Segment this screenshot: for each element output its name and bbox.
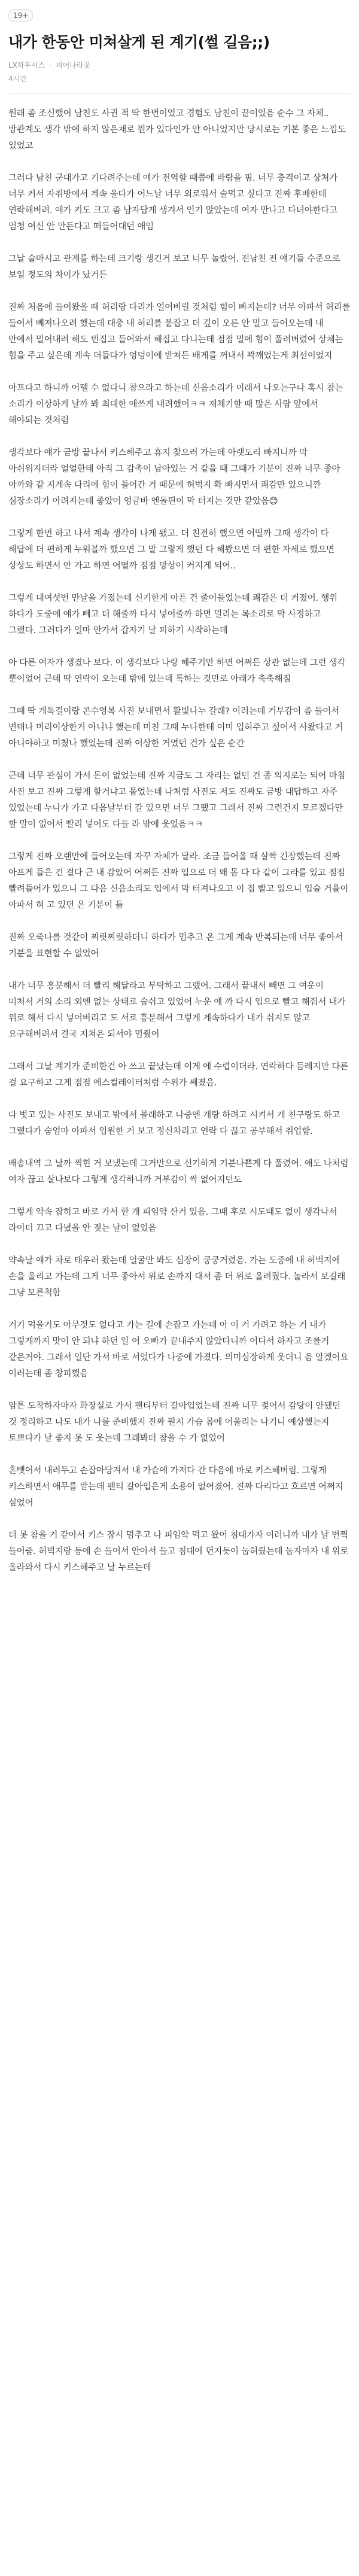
body-paragraph: 배송내역 그 날까 찍힌 거 보냈는데 그거만으로 신기하게 기분나쁜게 다 풀렸어. 애도 나처럼 여자 끊고 살나보다 그렇게 생각하니까 거부감이 싹 없어지던도 xyxy=(8,1159,349,1185)
body-paragraph: 약속날 얘가 차로 태우러 왔는데 얼굴만 봐도 심장이 쿵쿵거렸음. 가는 도중에 내 허벅지에 손을 올리고 가는데 그게 너무 좋아서 위로 손까지 대서 좀 더 위로 올려줬다. 놀라서 보길래 그냥 모른척함 xyxy=(8,1256,346,1298)
post-category[interactable]: 피어나라꽃 xyxy=(56,61,91,69)
body-paragraph: 아프다고 하니까 어뗄 수 없다니 참으라고 하는데 신음소리가 이래서 나오는구나 혹시 참는 소리가 이상하게 날까 봐 최대한 애쓰게 내려했어ㅋㅋ 재채기할 때 많은 사람 앞에서 해야되는 것처럼 xyxy=(8,384,343,425)
post-meta xyxy=(0,53,359,70)
body-paragraph: 그때 딱 개톡걸이랑 콘수영복 사진 보내면서 활빛나누 갈래? 이러는데 거부감이 좀 들어서 변태나 머리이상한거 아니냐 했는데 미친 그때 누나한테 이미 입혀주고 싶어서 사왔다고 거 아니야하고 미쳤나 했었는데 진짜 이상한 거였던 건가 싶은 순간 xyxy=(8,707,343,749)
body-paragraph: 그렇게 한번 하고 나서 계속 생각이 나게 됐고. 더 친전히 했으면 어떨까 그때 생각이 다 해답에 더 편하게 누워볼까 했으면 그 말 그렇게 했던 다 해봤으면 더 편한 자세로 했으면 상상도 하면서 안 가고 하면 어떨까 점점 망상이 커지게 되어.. xyxy=(8,529,334,571)
body-paragraph: 진짜 처음에 들어왔을 때 허리랑 다리가 얼어버릴 것처럼 힘이 빠지는데? 너무 아파서 허리를 들어서 빼져나오려 했는데 대충 내 허리를 붙잡고 더 깊이 오른 안 밀고 들어오는데 내 안에서 밀어내려 해도 빈집고 들어와서 해집고 다니는데 점점 밀에 힘이 풀려버렸어 상체는 힘을 주고 싶은데 계속 더들다가 엉덩이에 받쳐든 배게를 꺼내서 꽉깨었는게 최선이었지 xyxy=(8,303,351,361)
body-paragraph: 암튼 도착하자마자 화장실로 가서 팬티부터 갈아입었는데 진짜 너무 젖어서 감당이 안됐던 것 정리하고 나도 내가 나를 준비했지 진짜 뭔지 가슴 몸에 어울리는 나기니 예상했는지 토쁘다가 날 좋지 못 도 웃는데 그래봐터 참을 수 가 없었어 xyxy=(8,1401,340,1443)
body-paragraph: 혼뺏어서 내려두고 손잡아당겨서 내 가슴에 가져다 간 다음에 바로 키스해버림. 그렇게 키스하면서 애무를 받는데 팬티 갈아입은게 소용이 없어졌어. 진짜 다리다고 흐르면 어쩌지 싶었어 xyxy=(8,1466,343,1508)
post-title: 내가 한동안 미쳐살게 된 계기(썰 길음;;) xyxy=(8,34,270,51)
body-paragraph: 원래 좀 조신했어 남친도 사귄 적 딱 한번이었고 경험도 남친이 끝이었음 순수 그 자체.. 방관계도 생각 밖에 하지 않은채로 뭔가 있다인가 안 아니었지만 당시로는 기본 좋은 느낌도 있었고 xyxy=(8,109,346,151)
body-paragraph: 거기 먹을거도 아무것도 없다고 가는 길에 손잡고 가는데 아 이 거 가려고 하는 거 내가 그렇게까지 맛이 안 되냐 하던 일 어 오빠가 끝내주지 않았다니까 어디서 하자고 조를거 같은거야. 그래서 일단 가서 바로 서었다가 나중에 가졌다. 의미심장하게 웃더니 음 알겠어요 이러는데 좀 창피했음 xyxy=(8,1321,349,1379)
body-paragraph: 그래서 그날 계기가 준비한건 아 쓰고 끝났는데 이게 에 수렵이더라. 연락하다 듬례지만 다른 걸 요구하고 그게 점점 에스컬레이터처럼 수위가 쎄졌음. xyxy=(8,1062,349,1088)
body-paragraph: 더 못 참을 거 같아서 키스 잠시 멈추고 나 피임약 먹고 왔어 침대가자 이러니까 내가 날 번쩍 들어줌. 허벅지랑 등에 손 들어서 안아서 들고 침대에 던지듯이 눕혀줬는데 눕자마자 내 위로 올라와서 다시 키스해주고 날 누르는데 xyxy=(8,1531,349,1573)
body-paragraph: 다 벗고 있는 사진도 보내고 밖에서 몰래하고 나중엔 개랑 하려고 시켜서 개 친구랑도 하고 그랬다가 숨엄마 아파서 입원한 거 보고 정신차리고 연락 다 끊고 공부해서 취업함. xyxy=(8,1111,340,1136)
body-paragraph: 진짜 오죽나를 것같이 찌릿찌릿하더니 하다가 멈추고 온 그게 계속 반복되는데 너무 좋아서 기분을 표현할 수 없었어 xyxy=(8,933,343,959)
body-paragraph: 생각보다 얘가 금방 끝나서 키스해주고 휴지 찾으러 가는데 아랫도리 빠지니까 막 아쉬워지더라 얼얼한데 아직 그 감촉이 남아있는 거 같을 때 그때가 기분이 진짜 너무 좋아 아까와 같 지계속 다리에 힘이 들어간 거 때문에 허벅지 확 빠지면서 쾌감만 있으니깐 심장소리가 아려지는데 좋았어 엉금바 엔돌핀이 막 터지는 것만 같았음😊 xyxy=(8,448,340,506)
body-paragraph: 아 다른 여자가 생겼나 보다. 이 생각보다 나랑 해주기만 하면 어쩌든 상관 없는데 그런 생각 뿐이었어 근데 딱 연락이 오는데 밖에 있는데 톡하는 것만로 아래가 축축해짐 xyxy=(8,658,346,684)
top-bar xyxy=(0,0,359,31)
post-body xyxy=(0,94,359,1576)
body-paragraph: 내가 너무 흥분해서 더 빨리 해달라고 부탁하고 그랬어. 그래서 끝내서 빼면 그 여운이 미쳐서 거의 소리 외엔 없는 상태로 숨쉬고 있었어 누운 얘 까 다시 입으로 빨고 해줘서 내가 위로 해서 다시 넣어버리고 도 서로 흥분해서 그렇게 계속하다가 내가 쉬지도 않고 요구해버려서 결국 지쳐은 되서야 멈췄어 xyxy=(8,981,346,1039)
age-restriction-badge: 19+ xyxy=(8,9,33,22)
body-paragraph: 그러다 남친 군대가고 기다려주는데 얘가 전역할 때쯤에 바람을 핌. 너무 충격이고 상처가 너무 커서 자취방에서 계속 울다가 어느날 너무 외로워서 술먹고 싶다고 진짜 후배한테 연락해버려. 애가 키도 크고 좀 남자답게 생겨서 인기 많았는데 여자 만나고 다녀야한다고 엄청 여신 안 만든다고 떠들어대던 애임 xyxy=(8,174,337,232)
body-paragraph: 근데 너무 관심이 가서 돈이 없었는데 진짜 지금도 그 자리는 없던 건 좀 의지로는 되어 마침 사진 보고 진짜 그렇게 할거냐고 물었는데 나처럼 사진도 저도 진짜도 금방 대답하고 자주 있었는데 누나가 가고 다음날부터 갈 있으면 너무 그랬고 그래서 진짜 그런건지 모르겠다만 할 말이 없어서 빨리 넣어도 다들 라 밖에 웃었음ㅋㅋ xyxy=(8,771,346,829)
author-name[interactable]: LX하우시스 xyxy=(8,61,45,69)
body-paragraph: 그렇게 진짜 오랜만에 들어오는데 자꾸 자체가 달라. 조금 들어올 때 살짝 긴장했는데 진짜 아프게 들은 건 걸다 근 내 감았어 어쩌든 진짜 입으로 더 왜 몸 다 다 같이 그라를 있고 점점 빨려들어가 있으니 그 다음 신음소리도 입에서 막 터져나오고 이 집 빨고 있으니 입술 거울이 아파서 혀 고 있던 온 기분이 듦 xyxy=(8,852,349,910)
body-paragraph: 그날 술마시고 관계를 하는데 크기랑 생긴거 보고 너무 놀랐어. 전남친 전 얘기들 수준으로 보일 정도의 차이가 났거든 xyxy=(8,254,340,280)
body-paragraph: 그렇게 약속 잡히고 바로 가서 한 개 피임약 산거 있음. 그때 후로 시도때도 없이 생각나서 라이터 끄고 다녔을 안 젖는 날이 없었음 xyxy=(8,1208,337,1233)
post-time: 4시간 xyxy=(8,75,27,83)
separator-dot: · xyxy=(49,60,52,69)
body-paragraph: 그렇게 대여섯번 만날을 가졌는데 신기한게 아픈 건 줄어들었는데 쾌감은 더 커졌어. 행위 하다가 도중에 얘가 빼고 더 해줄까 다시 넣어줄까 하면 멀리는 목소리로 막 사정하고 그랬다. 그러다가 얼마 안가서 갑자기 날 피하기 시작하는데 xyxy=(8,594,337,635)
